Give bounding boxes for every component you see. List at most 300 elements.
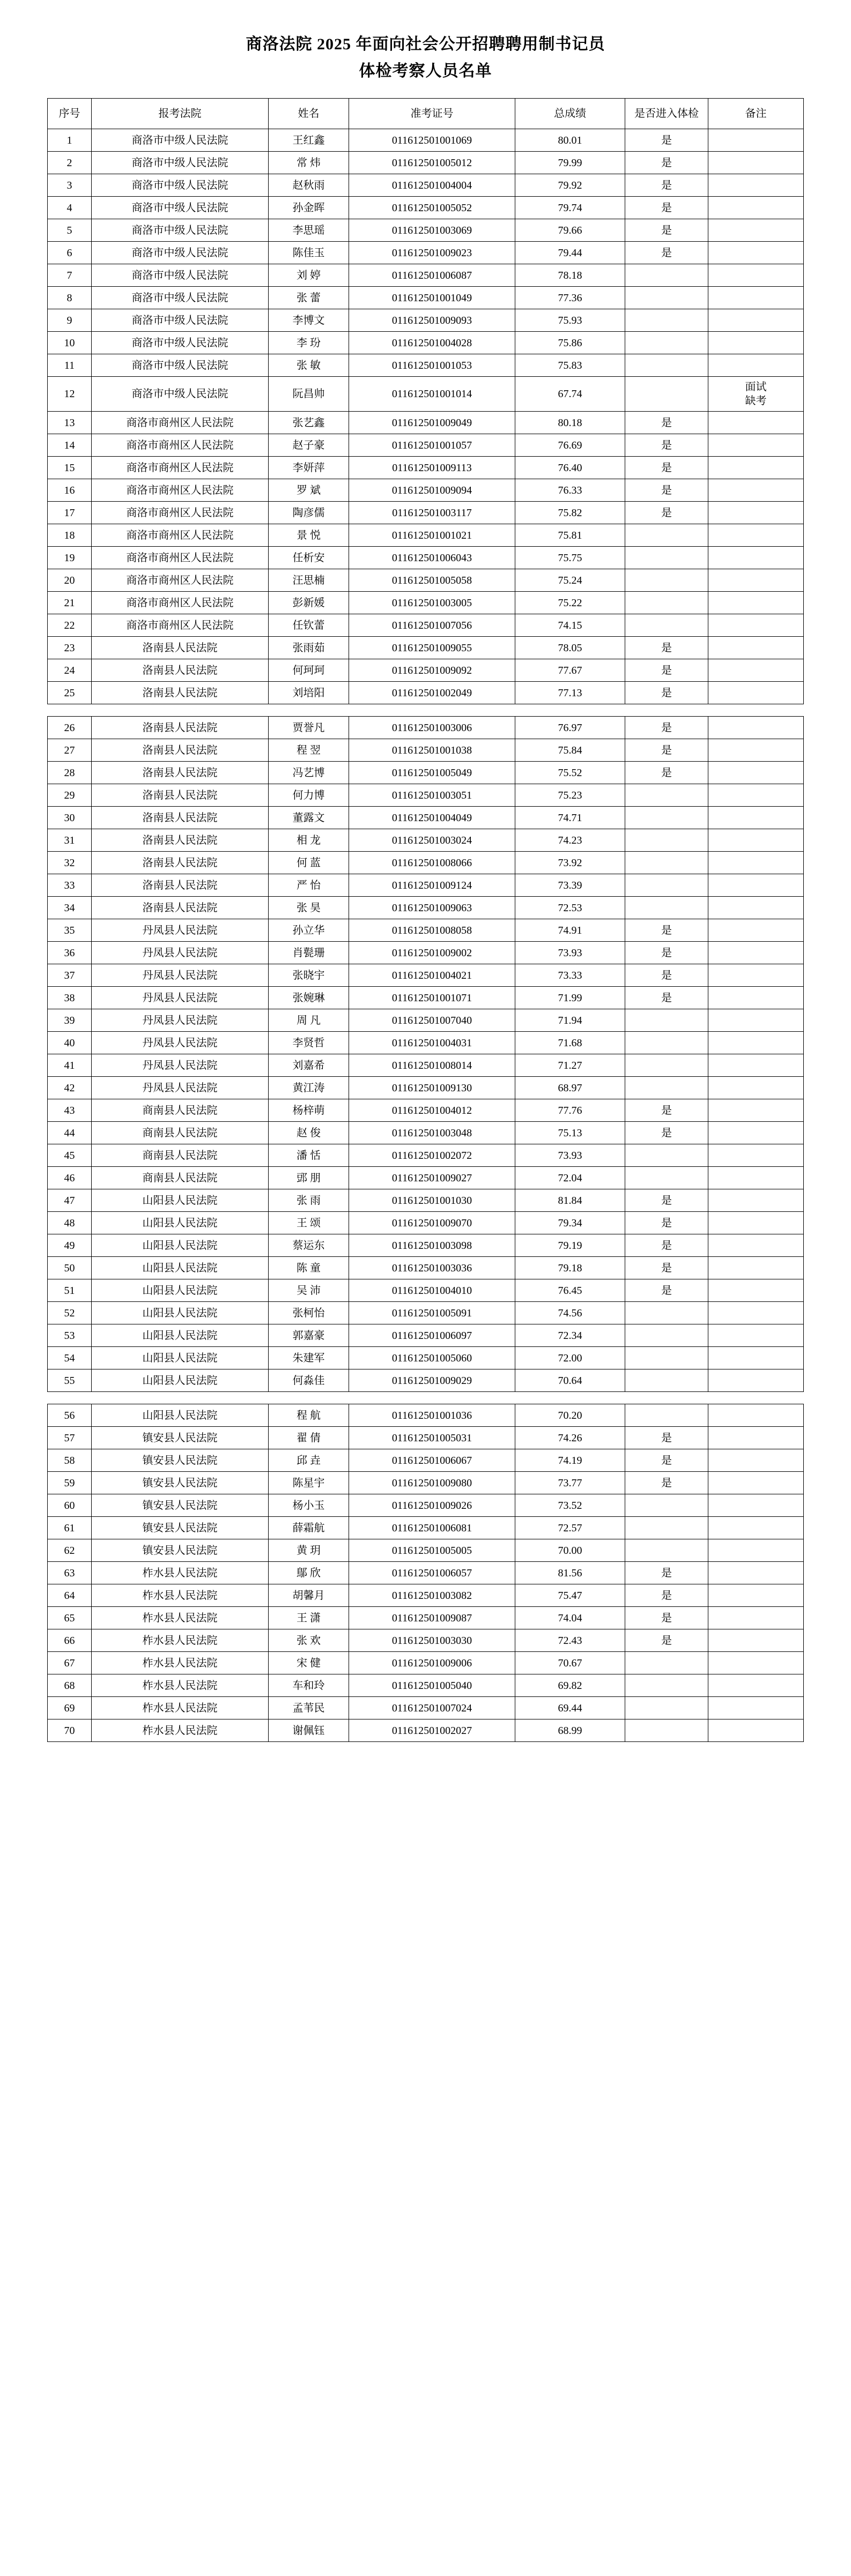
cell-name: 翟 倩	[269, 1427, 349, 1449]
cell-index: 61	[48, 1517, 92, 1539]
cell-score: 73.77	[515, 1472, 625, 1494]
page-title	[0, 31, 851, 84]
cell-name: 谢佩钰	[269, 1719, 349, 1742]
cell-remark	[708, 1009, 804, 1032]
cell-physical	[625, 1167, 708, 1189]
cell-score: 72.53	[515, 897, 625, 919]
cell-physical	[625, 1077, 708, 1099]
cell-index: 66	[48, 1629, 92, 1652]
cell-index: 58	[48, 1449, 92, 1472]
cell-court: 丹凤县人民法院	[92, 1009, 269, 1032]
cell-admit-no: 011612501003030	[349, 1629, 515, 1652]
cell-remark	[708, 129, 804, 152]
cell-index: 8	[48, 287, 92, 309]
cell-admit-no: 011612501001071	[349, 987, 515, 1009]
cell-score: 75.22	[515, 592, 625, 614]
cell-physical: 是	[625, 762, 708, 784]
cell-physical	[625, 1539, 708, 1562]
cell-admit-no: 011612501003051	[349, 784, 515, 807]
cell-score: 72.57	[515, 1517, 625, 1539]
cell-name: 郭嘉豪	[269, 1324, 349, 1347]
table-row	[48, 659, 804, 682]
cell-admit-no: 011612501007040	[349, 1009, 515, 1032]
cell-name: 张婉琳	[269, 987, 349, 1009]
cell-name: 李妍萍	[269, 457, 349, 479]
cell-index: 5	[48, 219, 92, 242]
cell-name: 彭新媛	[269, 592, 349, 614]
cell-name: 常 炜	[269, 152, 349, 174]
cell-physical: 是	[625, 434, 708, 457]
table-row	[48, 987, 804, 1009]
cell-admit-no: 011612501009087	[349, 1607, 515, 1629]
table-row	[48, 1077, 804, 1099]
cell-remark	[708, 964, 804, 987]
table-row	[48, 287, 804, 309]
cell-name: 何淼佳	[269, 1369, 349, 1392]
cell-name: 阮昌帅	[269, 377, 349, 412]
cell-name: 薛霜航	[269, 1517, 349, 1539]
cell-court: 丹凤县人民法院	[92, 919, 269, 942]
cell-court: 柞水县人民法院	[92, 1674, 269, 1697]
cell-remark	[708, 502, 804, 524]
cell-score: 79.44	[515, 242, 625, 264]
cell-score: 75.83	[515, 354, 625, 377]
cell-remark	[708, 1719, 804, 1742]
col-header-remark: 备注	[708, 99, 804, 129]
cell-court: 丹凤县人民法院	[92, 942, 269, 964]
cell-score: 74.23	[515, 829, 625, 852]
cell-physical	[625, 332, 708, 354]
cell-physical: 是	[625, 479, 708, 502]
cell-score: 76.33	[515, 479, 625, 502]
cell-remark	[708, 762, 804, 784]
cell-physical: 是	[625, 1629, 708, 1652]
cell-court: 洛南县人民法院	[92, 897, 269, 919]
cell-index: 59	[48, 1472, 92, 1494]
cell-admit-no: 011612501001014	[349, 377, 515, 412]
cell-admit-no: 011612501001057	[349, 434, 515, 457]
cell-remark	[708, 739, 804, 762]
cell-score: 81.84	[515, 1189, 625, 1212]
cell-index: 38	[48, 987, 92, 1009]
cell-name: 王 颂	[269, 1212, 349, 1234]
cell-score: 79.34	[515, 1212, 625, 1234]
cell-score: 75.82	[515, 502, 625, 524]
cell-remark	[708, 1562, 804, 1584]
table-row	[48, 1449, 804, 1472]
cell-admit-no: 011612501009055	[349, 637, 515, 659]
cell-remark	[708, 332, 804, 354]
cell-score: 78.18	[515, 264, 625, 287]
cell-score: 70.67	[515, 1652, 625, 1674]
cell-remark	[708, 1032, 804, 1054]
cell-remark	[708, 897, 804, 919]
cell-remark	[708, 1629, 804, 1652]
cell-admit-no: 011612501009113	[349, 457, 515, 479]
table-row	[48, 1032, 804, 1054]
cell-remark	[708, 1077, 804, 1099]
cell-score: 76.69	[515, 434, 625, 457]
cell-physical	[625, 1324, 708, 1347]
cell-physical	[625, 354, 708, 377]
cell-score: 67.74	[515, 377, 625, 412]
cell-score: 71.94	[515, 1009, 625, 1032]
cell-score: 75.23	[515, 784, 625, 807]
cell-physical	[625, 1697, 708, 1719]
cell-admit-no: 011612501004021	[349, 964, 515, 987]
cell-admit-no: 011612501003069	[349, 219, 515, 242]
table-row	[48, 1122, 804, 1144]
cell-remark	[708, 152, 804, 174]
cell-score: 79.66	[515, 219, 625, 242]
cell-score: 79.92	[515, 174, 625, 197]
col-header-name: 姓名	[269, 99, 349, 129]
cell-admit-no: 011612501009063	[349, 897, 515, 919]
cell-name: 张艺鑫	[269, 412, 349, 434]
cell-name: 何 蓝	[269, 852, 349, 874]
cell-court: 商南县人民法院	[92, 1122, 269, 1144]
cell-index: 65	[48, 1607, 92, 1629]
cell-admit-no: 011612501009026	[349, 1494, 515, 1517]
cell-admit-no: 011612501008066	[349, 852, 515, 874]
table-row	[48, 829, 804, 852]
cell-index: 56	[48, 1404, 92, 1427]
cell-physical: 是	[625, 1099, 708, 1122]
table-row	[48, 1404, 804, 1427]
table-row	[48, 1167, 804, 1189]
cell-name: 任钦蕾	[269, 614, 349, 637]
cell-admit-no: 011612501006067	[349, 1449, 515, 1472]
cell-index: 34	[48, 897, 92, 919]
cell-score: 72.34	[515, 1324, 625, 1347]
cell-admit-no: 011612501009092	[349, 659, 515, 682]
cell-court: 商洛市商州区人民法院	[92, 524, 269, 547]
cell-physical	[625, 829, 708, 852]
table-row	[48, 874, 804, 897]
cell-court: 镇安县人民法院	[92, 1427, 269, 1449]
cell-score: 75.75	[515, 547, 625, 569]
cell-admit-no: 011612501005005	[349, 1539, 515, 1562]
cell-name: 相 龙	[269, 829, 349, 852]
cell-remark	[708, 354, 804, 377]
cell-court: 柞水县人民法院	[92, 1652, 269, 1674]
cell-score: 79.19	[515, 1234, 625, 1257]
col-header-score: 总成绩	[515, 99, 625, 129]
cell-score: 74.19	[515, 1449, 625, 1472]
cell-admit-no: 011612501006057	[349, 1562, 515, 1584]
col-header-admit-no: 准考证号	[349, 99, 515, 129]
cell-physical: 是	[625, 659, 708, 682]
cell-score: 70.64	[515, 1369, 625, 1392]
cell-admit-no: 011612501004010	[349, 1279, 515, 1302]
cell-admit-no: 011612501002072	[349, 1144, 515, 1167]
cell-remark	[708, 987, 804, 1009]
cell-score: 70.20	[515, 1404, 625, 1427]
cell-index: 37	[48, 964, 92, 987]
cell-score: 78.05	[515, 637, 625, 659]
cell-physical	[625, 287, 708, 309]
cell-name: 冯艺博	[269, 762, 349, 784]
table-row	[48, 264, 804, 287]
table-row	[48, 1652, 804, 1674]
cell-physical: 是	[625, 637, 708, 659]
cell-score: 74.26	[515, 1427, 625, 1449]
table-header-row	[48, 99, 804, 129]
cell-index: 24	[48, 659, 92, 682]
cell-score: 71.99	[515, 987, 625, 1009]
cell-admit-no: 011612501004012	[349, 1099, 515, 1122]
cell-name: 杨小玉	[269, 1494, 349, 1517]
cell-name: 郖 朋	[269, 1167, 349, 1189]
title-line-1: 商洛法院 2025 年面向社会公开招聘聘用制书记员	[246, 35, 605, 53]
cell-remark	[708, 614, 804, 637]
cell-physical	[625, 524, 708, 547]
cell-court: 商洛市商州区人民法院	[92, 479, 269, 502]
cell-index: 62	[48, 1539, 92, 1562]
cell-physical: 是	[625, 457, 708, 479]
cell-remark	[708, 1674, 804, 1697]
cell-score: 68.97	[515, 1077, 625, 1099]
cell-name: 张晓宇	[269, 964, 349, 987]
table-row	[48, 1009, 804, 1032]
cell-index: 39	[48, 1009, 92, 1032]
cell-court: 洛南县人民法院	[92, 874, 269, 897]
table-row	[48, 412, 804, 434]
cell-name: 陶彦儒	[269, 502, 349, 524]
cell-remark	[708, 852, 804, 874]
cell-court: 镇安县人民法院	[92, 1494, 269, 1517]
cell-index: 11	[48, 354, 92, 377]
table-row	[48, 1562, 804, 1584]
cell-admit-no: 011612501008014	[349, 1054, 515, 1077]
cell-name: 罗 斌	[269, 479, 349, 502]
cell-index: 53	[48, 1324, 92, 1347]
cell-score: 73.33	[515, 964, 625, 987]
cell-name: 鄥 欣	[269, 1562, 349, 1584]
cell-remark	[708, 1584, 804, 1607]
table-row	[48, 354, 804, 377]
cell-remark	[708, 457, 804, 479]
table-row	[48, 219, 804, 242]
cell-remark	[708, 479, 804, 502]
cell-name: 刘培阳	[269, 682, 349, 704]
table-row	[48, 152, 804, 174]
cell-index: 2	[48, 152, 92, 174]
cell-court: 山阳县人民法院	[92, 1404, 269, 1427]
cell-index: 27	[48, 739, 92, 762]
cell-remark	[708, 1369, 804, 1392]
cell-court: 洛南县人民法院	[92, 717, 269, 739]
cell-physical: 是	[625, 1212, 708, 1234]
cell-index: 21	[48, 592, 92, 614]
cell-physical	[625, 1719, 708, 1742]
cell-score: 72.43	[515, 1629, 625, 1652]
cell-name: 张柯怡	[269, 1302, 349, 1324]
cell-score: 80.01	[515, 129, 625, 152]
table-row	[48, 964, 804, 987]
cell-score: 77.13	[515, 682, 625, 704]
cell-index: 25	[48, 682, 92, 704]
cell-remark	[708, 219, 804, 242]
cell-remark	[708, 309, 804, 332]
cell-remark	[708, 547, 804, 569]
cell-physical: 是	[625, 1607, 708, 1629]
cell-index: 54	[48, 1347, 92, 1369]
cell-admit-no: 011612501004028	[349, 332, 515, 354]
cell-physical: 是	[625, 1427, 708, 1449]
cell-physical: 是	[625, 1122, 708, 1144]
cell-name: 张 昊	[269, 897, 349, 919]
cell-admit-no: 011612501009070	[349, 1212, 515, 1234]
cell-score: 79.74	[515, 197, 625, 219]
cell-admit-no: 011612501009029	[349, 1369, 515, 1392]
table-row	[48, 1144, 804, 1167]
cell-admit-no: 011612501009006	[349, 1652, 515, 1674]
cell-name: 刘 婷	[269, 264, 349, 287]
cell-physical: 是	[625, 412, 708, 434]
cell-name: 潘 恬	[269, 1144, 349, 1167]
cell-remark	[708, 1257, 804, 1279]
cell-index: 1	[48, 129, 92, 152]
cell-physical	[625, 569, 708, 592]
table-row	[48, 852, 804, 874]
table-row	[48, 1324, 804, 1347]
cell-remark	[708, 829, 804, 852]
cell-admit-no: 011612501005012	[349, 152, 515, 174]
table-row	[48, 1494, 804, 1517]
cell-name: 任析安	[269, 547, 349, 569]
cell-score: 73.39	[515, 874, 625, 897]
cell-name: 陈佳玉	[269, 242, 349, 264]
cell-index: 32	[48, 852, 92, 874]
cell-court: 丹凤县人民法院	[92, 987, 269, 1009]
cell-admit-no: 011612501009094	[349, 479, 515, 502]
cell-court: 镇安县人民法院	[92, 1539, 269, 1562]
cell-name: 何力博	[269, 784, 349, 807]
cell-court: 山阳县人民法院	[92, 1234, 269, 1257]
cell-court: 山阳县人民法院	[92, 1189, 269, 1212]
cell-index: 48	[48, 1212, 92, 1234]
cell-physical	[625, 897, 708, 919]
cell-court: 商洛市中级人民法院	[92, 152, 269, 174]
cell-index: 45	[48, 1144, 92, 1167]
cell-court: 丹凤县人民法院	[92, 1077, 269, 1099]
cell-court: 商洛市中级人民法院	[92, 287, 269, 309]
cell-court: 商洛市中级人民法院	[92, 332, 269, 354]
cell-court: 镇安县人民法院	[92, 1449, 269, 1472]
cell-court: 洛南县人民法院	[92, 807, 269, 829]
cell-court: 商洛市商州区人民法院	[92, 569, 269, 592]
cell-index: 67	[48, 1652, 92, 1674]
cell-court: 洛南县人民法院	[92, 659, 269, 682]
cell-admit-no: 011612501003006	[349, 717, 515, 739]
table-row	[48, 1234, 804, 1257]
cell-index: 22	[48, 614, 92, 637]
cell-remark	[708, 1167, 804, 1189]
cell-index: 69	[48, 1697, 92, 1719]
cell-remark	[708, 1302, 804, 1324]
cell-admit-no: 011612501008058	[349, 919, 515, 942]
table-row	[48, 332, 804, 354]
cell-physical: 是	[625, 964, 708, 987]
cell-name: 李博文	[269, 309, 349, 332]
cell-court: 山阳县人民法院	[92, 1324, 269, 1347]
table-row	[48, 614, 804, 637]
cell-admit-no: 011612501006043	[349, 547, 515, 569]
cell-score: 69.82	[515, 1674, 625, 1697]
cell-name: 车和玲	[269, 1674, 349, 1697]
cell-remark	[708, 874, 804, 897]
cell-index: 6	[48, 242, 92, 264]
cell-court: 柞水县人民法院	[92, 1584, 269, 1607]
cell-name: 汪思楠	[269, 569, 349, 592]
cell-court: 商洛市商州区人民法院	[92, 457, 269, 479]
cell-physical	[625, 1009, 708, 1032]
table-row	[48, 1674, 804, 1697]
cell-score: 77.67	[515, 659, 625, 682]
cell-index: 63	[48, 1562, 92, 1584]
table-row	[48, 942, 804, 964]
table-row	[48, 1517, 804, 1539]
table-body	[48, 129, 804, 1742]
cell-remark	[708, 1517, 804, 1539]
cell-index: 13	[48, 412, 92, 434]
table-row	[48, 1279, 804, 1302]
cell-admit-no: 011612501006097	[349, 1324, 515, 1347]
cell-court: 山阳县人民法院	[92, 1212, 269, 1234]
cell-index: 3	[48, 174, 92, 197]
cell-index: 68	[48, 1674, 92, 1697]
table-row	[48, 502, 804, 524]
cell-name: 周 凡	[269, 1009, 349, 1032]
cell-remark	[708, 807, 804, 829]
cell-admit-no: 011612501007024	[349, 1697, 515, 1719]
cell-physical: 是	[625, 502, 708, 524]
cell-physical	[625, 874, 708, 897]
cell-index: 49	[48, 1234, 92, 1257]
cell-index: 10	[48, 332, 92, 354]
cell-score: 76.40	[515, 457, 625, 479]
cell-name: 景 悦	[269, 524, 349, 547]
cell-court: 商洛市商州区人民法院	[92, 502, 269, 524]
cell-admit-no: 011612501009124	[349, 874, 515, 897]
cell-court: 山阳县人民法院	[92, 1302, 269, 1324]
table-row	[48, 174, 804, 197]
table-row	[48, 1212, 804, 1234]
table-row	[48, 739, 804, 762]
cell-index: 23	[48, 637, 92, 659]
cell-remark	[708, 1212, 804, 1234]
cell-court: 商洛市中级人民法院	[92, 377, 269, 412]
table-row	[48, 434, 804, 457]
cell-name: 孙立华	[269, 919, 349, 942]
table-row	[48, 919, 804, 942]
cell-physical: 是	[625, 682, 708, 704]
cell-score: 74.56	[515, 1302, 625, 1324]
cell-remark	[708, 1054, 804, 1077]
cell-court: 山阳县人民法院	[92, 1347, 269, 1369]
cell-name: 蔡运东	[269, 1234, 349, 1257]
cell-physical	[625, 852, 708, 874]
cell-admit-no: 011612501009093	[349, 309, 515, 332]
cell-name: 李 玢	[269, 332, 349, 354]
cell-admit-no: 011612501001049	[349, 287, 515, 309]
table-row	[48, 682, 804, 704]
cell-index: 12	[48, 377, 92, 412]
table-header	[48, 99, 804, 129]
cell-name: 程 航	[269, 1404, 349, 1427]
cell-admit-no: 011612501009002	[349, 942, 515, 964]
